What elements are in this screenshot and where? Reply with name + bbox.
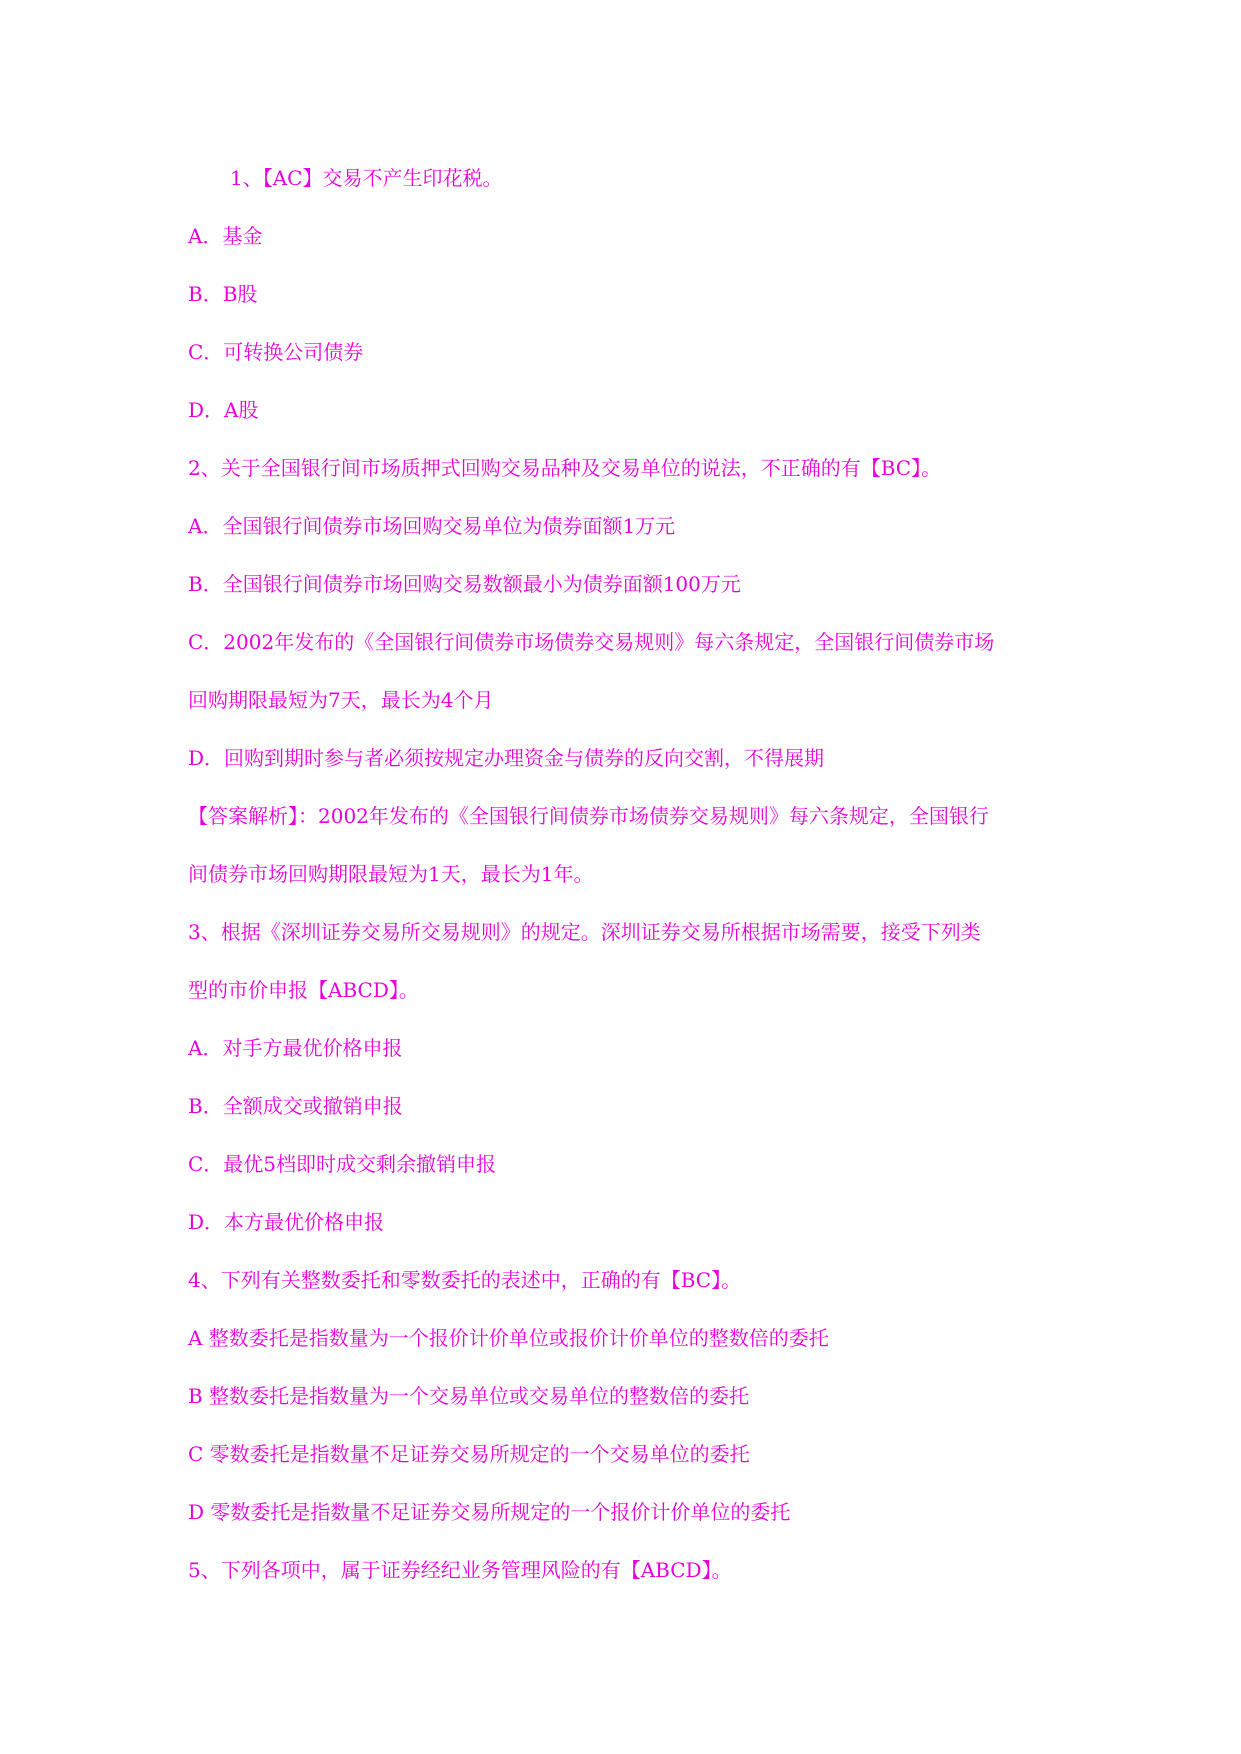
question-1-option-a: A．基金 xyxy=(188,224,263,248)
question-3-stem: 3、根据《深圳证券交易所交易规则》的规定。深圳证券交易所根据市场需要，接受下列类 xyxy=(188,920,981,944)
question-2-option-b: B．全国银行间债券市场回购交易数额最小为债券面额100万元 xyxy=(188,572,741,596)
question-4-option-c: C 零数委托是指数量不足证券交易所规定的一个交易单位的委托 xyxy=(188,1442,750,1466)
question-3-option-d: D．本方最优价格申报 xyxy=(188,1210,385,1234)
question-2-option-a: A．全国银行间债券市场回购交易单位为债券面额1万元 xyxy=(188,514,676,538)
question-3-option-a: A．对手方最优价格申报 xyxy=(188,1036,403,1060)
question-4-stem: 4、下列有关整数委托和零数委托的表述中，正确的有【BC】。 xyxy=(188,1268,742,1292)
question-4-option-a: A 整数委托是指数量为一个报价计价单位或报价计价单位的整数倍的委托 xyxy=(188,1326,829,1350)
question-2-stem: 2、关于全国银行间市场质押式回购交易品种及交易单位的说法，不正确的有【BC】。 xyxy=(188,456,942,480)
question-1-stem: 1、【AC】交易不产生印花税。 xyxy=(230,166,503,190)
question-1-option-c: C．可转换公司债券 xyxy=(188,340,364,364)
question-2-option-c-cont: 回购期限最短为7天，最长为4个月 xyxy=(188,688,494,712)
question-1-option-b: B．B股 xyxy=(188,282,258,306)
question-3-option-b: B．全额成交或撤销申报 xyxy=(188,1094,403,1118)
question-4-option-d: D 零数委托是指数量不足证券交易所规定的一个报价计价单位的委托 xyxy=(188,1500,791,1524)
question-3-stem-cont: 型的市价申报【ABCD】。 xyxy=(188,978,419,1002)
question-2-option-c: C．2002年发布的《全国银行间债券市场债券交易规则》每六条规定，全国银行间债券市场 xyxy=(188,630,995,654)
question-5-stem: 5、下列各项中，属于证券经纪业务管理风险的有【ABCD】。 xyxy=(188,1558,732,1582)
question-3-option-c: C．最优5档即时成交剩余撤销申报 xyxy=(188,1152,497,1176)
answer-explanation: 【答案解析】：2002年发布的《全国银行间债券市场债券交易规则》每六条规定，全国银行 xyxy=(188,804,989,828)
question-1-option-d: D．A股 xyxy=(188,398,259,422)
question-4-option-b: B 整数委托是指数量为一个交易单位或交易单位的整数倍的委托 xyxy=(188,1384,750,1408)
answer-explanation-cont: 间债券市场回购期限最短为1天，最长为1年。 xyxy=(188,862,594,886)
question-2-option-d: D．回购到期时参与者必须按规定办理资金与债券的反向交割，不得展期 xyxy=(188,746,825,770)
